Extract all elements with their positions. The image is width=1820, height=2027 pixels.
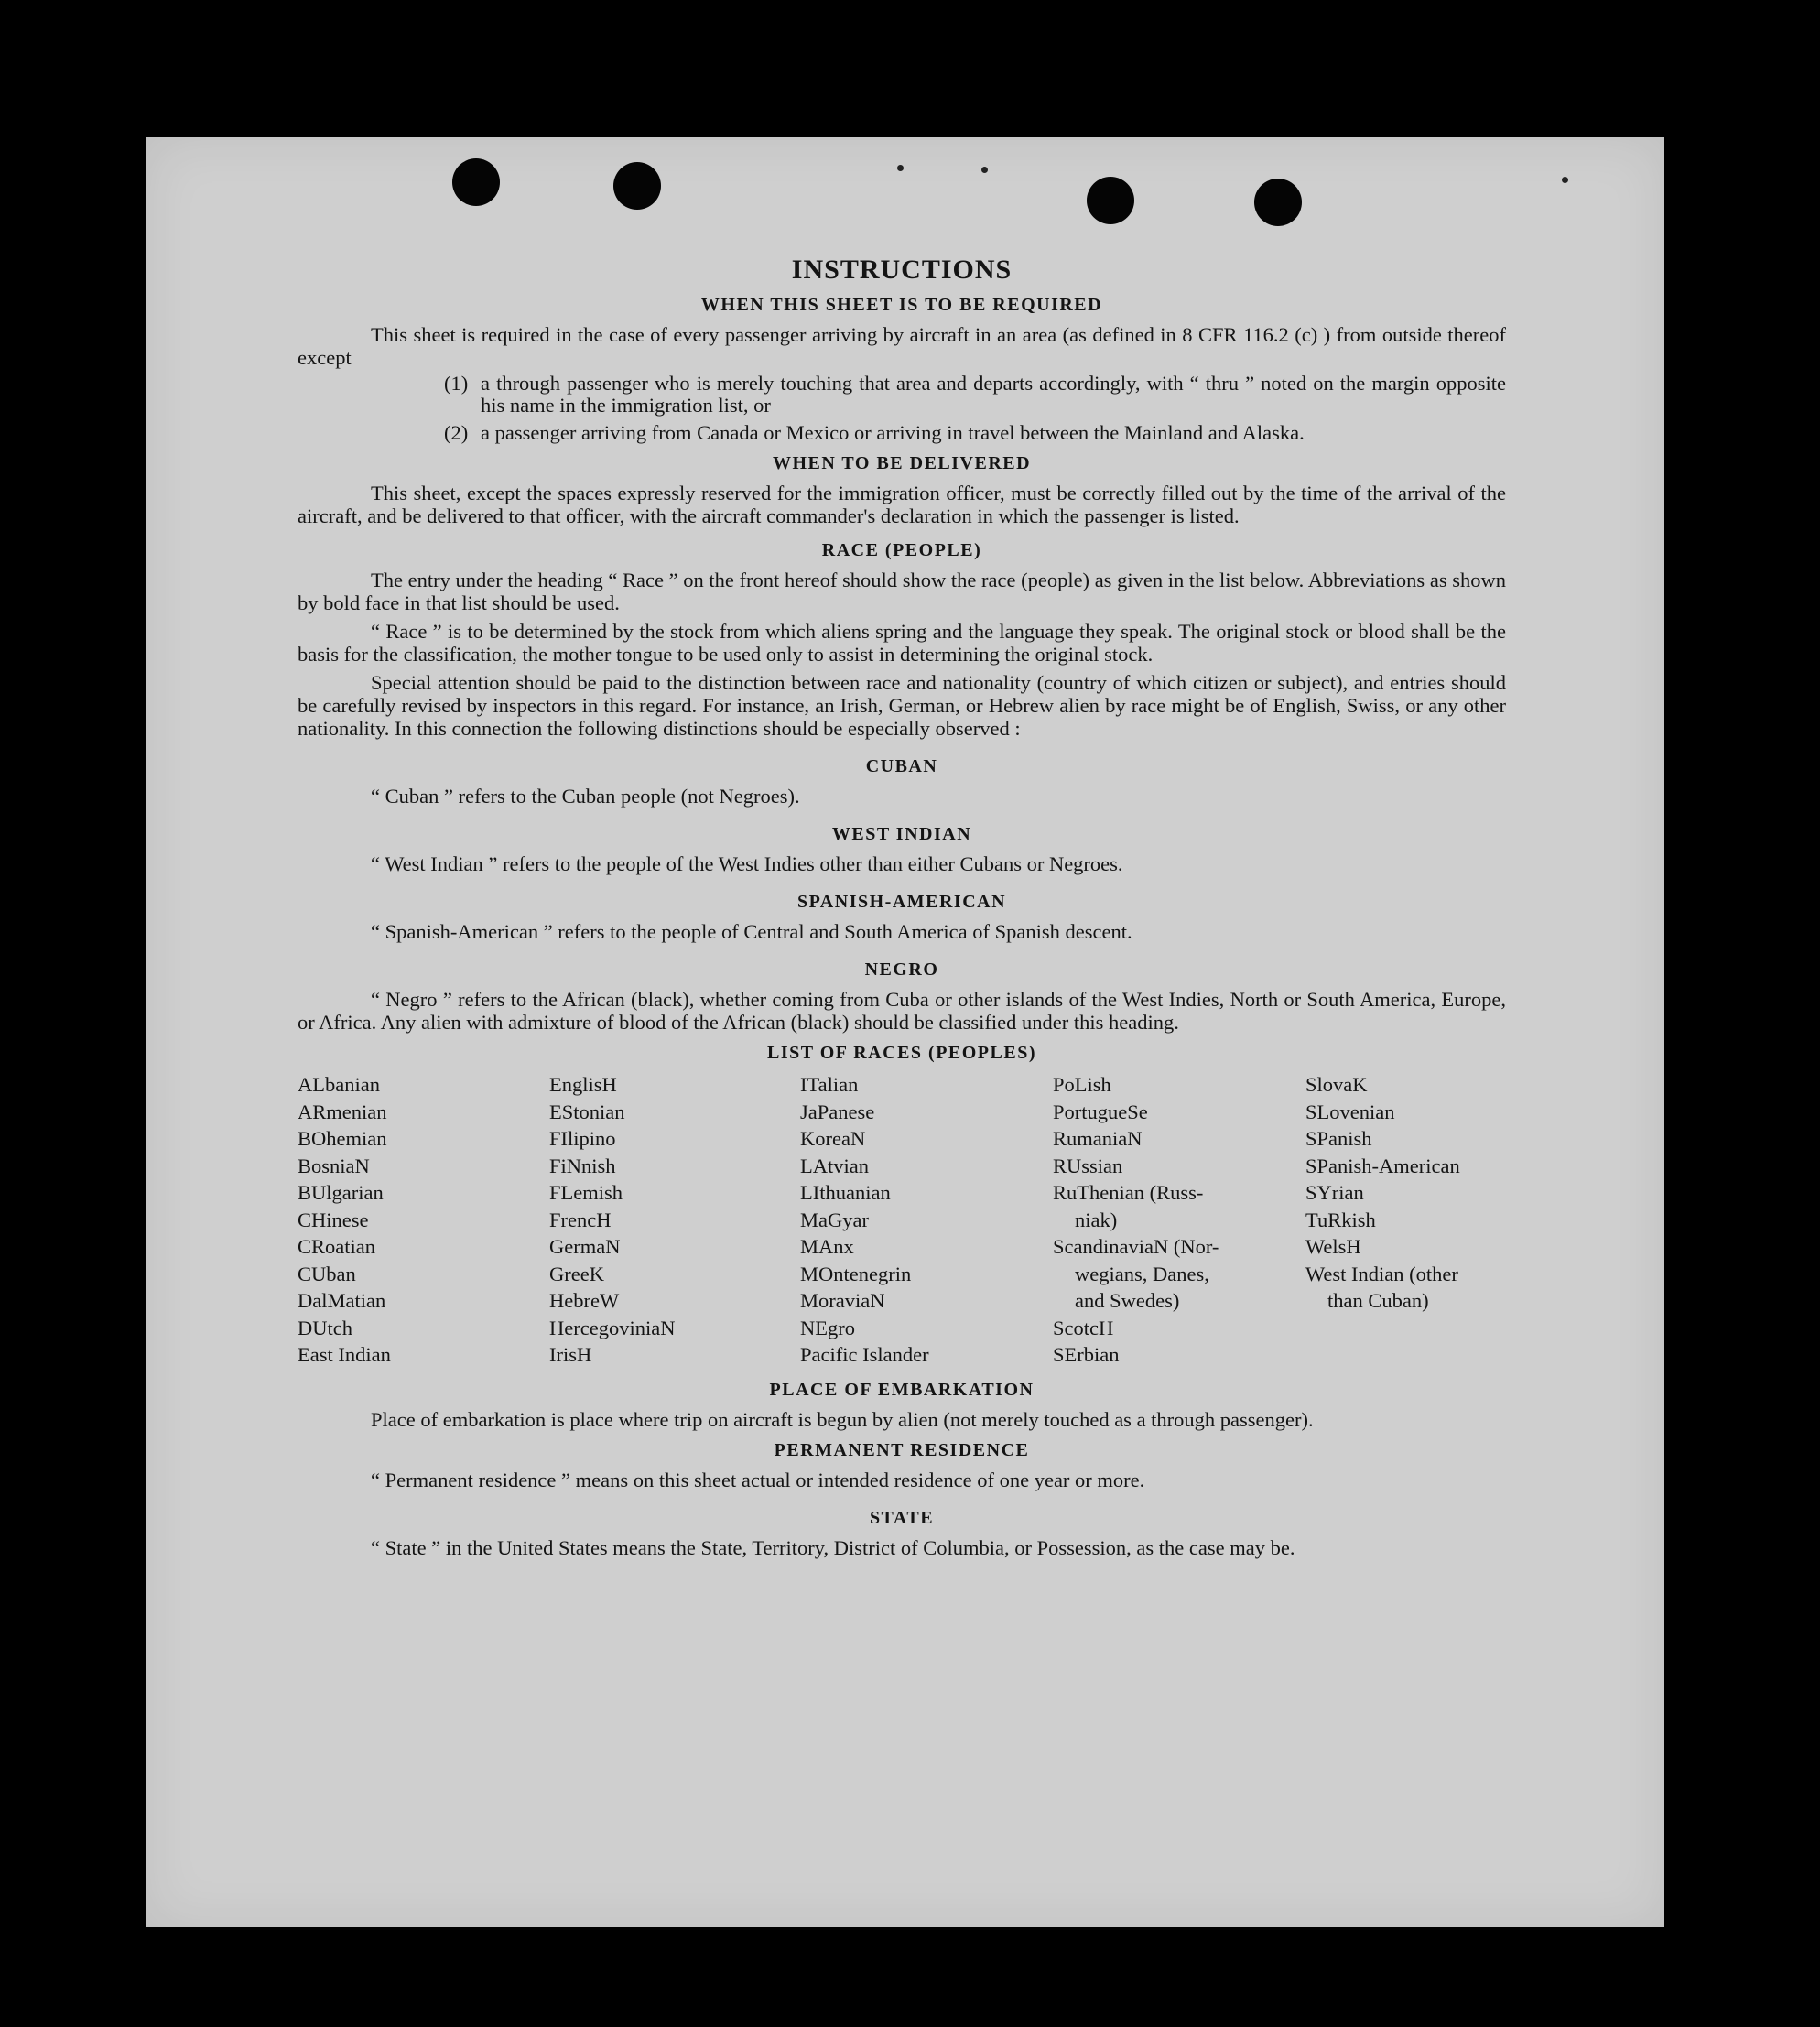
race-entry: MAnx xyxy=(800,1235,854,1258)
race-entry: ALbanian xyxy=(298,1073,380,1096)
required-intro: This sheet is required in the case of every passenger arriving by aircraft in an area (as defined in 8 CFR 116.2 (c) ) from outside thereof except xyxy=(298,323,1506,369)
section-heading: STATE xyxy=(869,1507,935,1528)
race-entry: TuRkish xyxy=(1305,1208,1376,1231)
race-entry: GermaN xyxy=(549,1235,621,1258)
list-of-races xyxy=(298,1071,1506,1369)
page-title: INSTRUCTIONS xyxy=(791,255,1013,285)
delivered-text: This sheet, except the spaces expressly reserved for the immigration officer, must be correctly filled out by the time of the arrival of the aircraft, and be delivered to that officer, with the aircraft commander's declaration in which the passenger is listed. xyxy=(298,482,1506,527)
race-entry: LIthuanian xyxy=(800,1181,891,1204)
section-heading: SPANISH-AMERICAN xyxy=(796,892,1007,912)
punch-hole xyxy=(1087,177,1134,224)
exception-item xyxy=(444,422,1506,444)
race-paragraph: Special attention should be paid to the distinction between race and nationality (country of which citizen or subject), and entries should be carefully revised by inspectors in this regard. For instance, an Irish, German, or Hebrew alien by race might be of English, Swiss, or any other nationality. In this connection the following distinctions should be especially observed : xyxy=(298,671,1506,740)
race-entry: MOntenegrin xyxy=(800,1262,912,1285)
race-column xyxy=(549,1071,800,1369)
section-heading: CUBAN xyxy=(865,756,938,776)
spanish-american-text: “ Spanish-American ” refers to the people of Central and South America of Spanish descent. xyxy=(371,920,1132,943)
race-entry: BosniaN xyxy=(298,1154,370,1177)
race-entry: BOhemian xyxy=(298,1127,387,1150)
state-text: “ State ” in the United States means the State, Territory, District of Columbia, or Possession, as the case may be. xyxy=(371,1535,1295,1559)
race-entry: PortugueSe xyxy=(1053,1100,1148,1123)
section-heading: LIST OF RACES (PEOPLES) xyxy=(766,1043,1036,1063)
cuban-text: “ Cuban ” refers to the Cuban people (not Negroes). xyxy=(371,785,800,808)
race-entry: SPanish-American xyxy=(1305,1154,1460,1177)
punch-hole xyxy=(452,158,500,206)
race-entry: RumaniaN xyxy=(1053,1127,1143,1150)
race-entry: ScandinaviaN (Nor- xyxy=(1053,1235,1219,1258)
race-entry-continuation: niak) xyxy=(1075,1208,1118,1231)
section-heading: WHEN THIS SHEET IS TO BE REQUIRED xyxy=(700,295,1103,315)
race-entry: CRoatian xyxy=(298,1235,375,1258)
exception-item xyxy=(444,373,1506,417)
race-entry-continuation: and Swedes) xyxy=(1075,1289,1180,1312)
section-heading: NEGRO xyxy=(864,959,939,980)
race-entry: SYrian xyxy=(1305,1181,1364,1204)
race-entry: EStonian xyxy=(549,1100,625,1123)
punch-hole xyxy=(1254,179,1302,226)
race-entry-continuation: than Cuban) xyxy=(1327,1289,1429,1312)
race-entry: EnglisH xyxy=(549,1073,617,1096)
race-entry: NEgro xyxy=(800,1316,855,1339)
race-entry-continuation: wegians, Danes, xyxy=(1075,1262,1209,1285)
race-entry: DUtch xyxy=(298,1316,352,1339)
race-entry: HercegoviniaN xyxy=(549,1316,676,1339)
race-entry: Pacific Islander xyxy=(800,1343,929,1366)
race-entry: MaGyar xyxy=(800,1208,869,1231)
residence-text: “ Permanent residence ” means on this sheet actual or intended residence of one year or more. xyxy=(371,1468,1145,1491)
race-entry: RuThenian (Russ- xyxy=(1053,1181,1204,1204)
punch-hole xyxy=(613,162,661,210)
race-entry: DalMatian xyxy=(298,1289,386,1312)
race-entry: BUlgarian xyxy=(298,1181,384,1204)
race-entry: WelsH xyxy=(1305,1235,1361,1258)
item-number: (1) xyxy=(444,372,469,395)
section-heading: PERMANENT RESIDENCE xyxy=(774,1439,1030,1460)
section-heading: RACE (PEOPLE) xyxy=(821,540,982,560)
race-entry: East Indian xyxy=(298,1343,391,1366)
speck xyxy=(1562,177,1568,183)
negro-text: “ Negro ” refers to the African (black), whether coming from Cuba or other islands of the West Indies, North or South America, Europe, or Africa. Any alien with admixture of blood of the African (black) should be classified under this heading. xyxy=(298,988,1506,1034)
race-entry: HebreW xyxy=(549,1289,620,1312)
race-entry: LAtvian xyxy=(800,1154,869,1177)
race-column xyxy=(1053,1071,1305,1369)
race-entry: ITalian xyxy=(800,1073,859,1096)
race-column xyxy=(298,1071,549,1369)
document-sheet xyxy=(146,137,1664,1927)
race-paragraph: The entry under the heading “ Race ” on the front hereof should show the race (people) as given in the list below. Abbreviations as shown by bold face in that list should be used. xyxy=(298,569,1506,614)
speck xyxy=(897,165,904,171)
race-entry: MoraviaN xyxy=(800,1289,885,1312)
race-column xyxy=(800,1071,1053,1369)
race-entry: FIlipino xyxy=(549,1127,616,1150)
race-entry: CUban xyxy=(298,1262,356,1285)
instructions-content xyxy=(298,255,1506,1561)
race-entry: CHinese xyxy=(298,1208,369,1231)
west-indian-text: “ West Indian ” refers to the people of the West Indies other than either Cubans or Negroes. xyxy=(371,852,1123,875)
race-entry: ScotcH xyxy=(1053,1316,1114,1339)
race-entry: FrencH xyxy=(549,1208,612,1231)
section-heading: PLACE OF EMBARKATION xyxy=(769,1379,1035,1400)
race-entry: RUssian xyxy=(1053,1154,1123,1177)
race-entry: JaPanese xyxy=(800,1100,875,1123)
race-entry: PoLish xyxy=(1053,1073,1111,1096)
race-paragraph: “ Race ” is to be determined by the stock from which aliens spring and the language they speak. The original stock or blood shall be the basis for the classification, the mother tongue to be used only to assist in determining the original stock. xyxy=(298,620,1506,666)
race-entry: West Indian (other xyxy=(1305,1262,1458,1285)
race-entry: FLemish xyxy=(549,1181,623,1204)
race-entry: KoreaN xyxy=(800,1127,866,1150)
race-entry: SlovaK xyxy=(1305,1073,1368,1096)
race-entry: SPanish xyxy=(1305,1127,1372,1150)
race-entry: GreeK xyxy=(549,1262,604,1285)
speck xyxy=(981,167,988,173)
race-column xyxy=(1305,1071,1525,1369)
section-heading: WEST INDIAN xyxy=(831,824,972,844)
race-entry: SErbian xyxy=(1053,1343,1120,1366)
section-heading: WHEN TO BE DELIVERED xyxy=(772,453,1032,473)
race-entry: ARmenian xyxy=(298,1100,387,1123)
race-entry: SLovenian xyxy=(1305,1100,1395,1123)
item-text: a through passenger who is merely touching that area and departs accordingly, with “ thru ” noted on the margin opposite his name in the immigration list, or xyxy=(481,372,1506,417)
race-entry: IrisH xyxy=(549,1343,592,1366)
item-number: (2) xyxy=(444,421,469,444)
item-text: a passenger arriving from Canada or Mexico or arriving in travel between the Mainland and Alaska. xyxy=(481,421,1305,444)
embarkation-text: Place of embarkation is place where trip on aircraft is begun by alien (not merely touched as a through passenger). xyxy=(371,1407,1314,1431)
race-entry: FiNnish xyxy=(549,1154,616,1177)
